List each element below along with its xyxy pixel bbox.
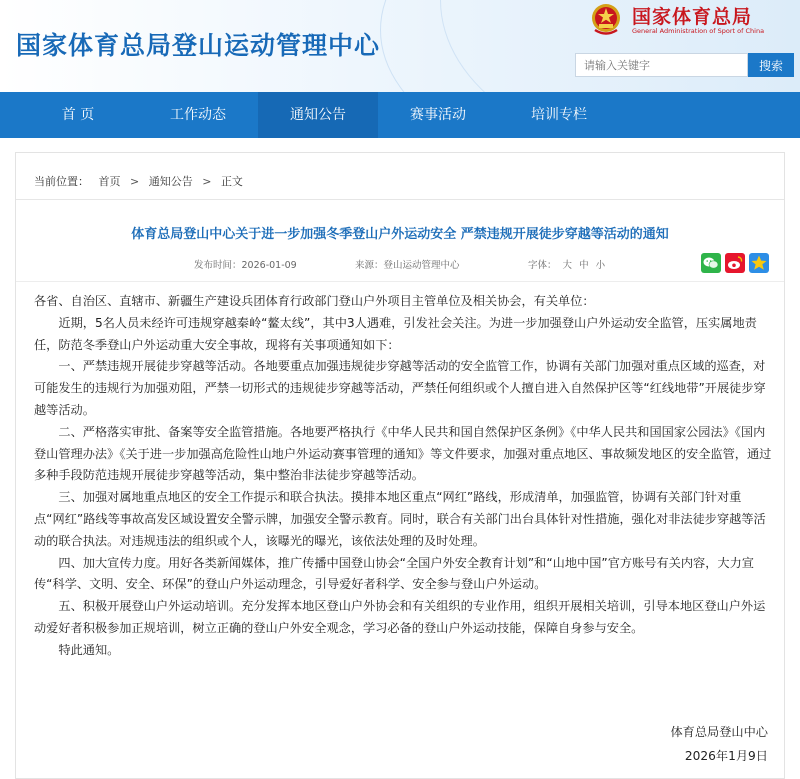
national-emblem-icon[interactable]: [590, 3, 622, 37]
article-paragraph: 一、严禁违规开展徒步穿越等活动。各地要重点加强违规徒步穿越等活动的安全监管工作，协调有关部门加强对重点区域的巡查，对可能发生的违规行为加强劝阻，严禁一切形式的违规徒步穿越等活动，严禁任何组织或个人擅自进入自然保护区等“红线地带”开展徒步穿越等活动。: [34, 359, 766, 417]
breadcrumb-separator: >: [130, 175, 140, 188]
site-header: [0, 0, 800, 92]
font-size-small[interactable]: 小: [595, 260, 606, 271]
logo-subtitle: General Administration of Sport of China: [632, 27, 765, 35]
weibo-icon[interactable]: [725, 253, 745, 273]
article-paragraph: 三、加强对属地重点地区的安全工作提示和联合执法。摸排本地区重点“网红”路线，形成清单，加强监管，协调有关部门针对重点“网红”路线等事故高发区域设置安全警示牌，加强安全警示教育。同时，联合有关部门出台具体针对性措施，强化对非法徒步穿越等活动的联合执法。对违规违法的组织或个人，该曝光的曝光，该依法处理的及时处理。: [34, 490, 766, 548]
article-salutation: 各省、自治区、直辖市、新疆生产建设兵团体育行政部门登山户外项目主管单位及相关协会，有关单位：: [34, 294, 595, 308]
font-label: 字体：: [528, 260, 557, 271]
font-size-medium[interactable]: 中: [579, 260, 589, 271]
source-label: 来源：: [355, 260, 384, 271]
article-paragraph: 二、严格落实审批、备案等安全监管措施。各地要严格执行《中华人民共和国自然保护区条例》《中华人民共和国国家公园法》《国内登山管理办法》《关于进一步加强高危险性山地户外运动赛事管理的通知》等文件要求，加强对重点地区、事故频发地区的安全监管，通过多种手段防范违规开展徒步穿越等活动，集中整治非法徒步穿越等活动。: [34, 424, 772, 483]
publish-date-value: 2026-01-09: [241, 260, 297, 271]
breadcrumb-prefix: 当前位置：: [34, 175, 89, 188]
nav-item-notices[interactable]: 通知公告: [258, 92, 378, 138]
divider: [16, 281, 784, 282]
article-source: [355, 257, 460, 271]
publish-date: [194, 257, 297, 271]
divider: [16, 199, 784, 200]
breadcrumb-item-notices[interactable]: 通知公告: [148, 175, 193, 188]
publish-label: 发布时间：: [194, 260, 242, 271]
article-paragraph: 特此通知。: [58, 642, 120, 657]
wechat-icon[interactable]: [701, 253, 721, 273]
nav-item-home[interactable]: 首 页: [61, 107, 95, 123]
search-input[interactable]: [575, 53, 748, 77]
nav-item-events[interactable]: 赛事活动: [410, 107, 466, 123]
breadcrumb: [34, 173, 249, 189]
article-sign-date: 2026年1月9日: [684, 749, 768, 763]
article-title: 体育总局登山中心关于进一步加强冬季登山户外运动安全 严禁违规开展徒步穿越等活动的通知: [131, 227, 669, 242]
article-body: [34, 291, 772, 662]
source-value: 登山运动管理中心: [383, 260, 460, 271]
article-paragraph: 五、积极开展登山户外运动培训。充分发挥本地区登山户外协会和有关组织的专业作用，组织开展相关培训，引导本地区登山户外运动爱好者积极参加正规培训，树立正确的登山户外安全观念，学习必备的登山户外运动技能，保障自身参与安全。: [34, 599, 766, 635]
article-container: [15, 152, 785, 779]
nav-item-training[interactable]: 培训专栏: [531, 107, 587, 123]
font-size-large[interactable]: 大: [562, 260, 573, 271]
search-button[interactable]: 搜索: [748, 53, 794, 77]
breadcrumb-item-home[interactable]: 首页: [98, 175, 121, 188]
nav-item-work-news[interactable]: 工作动态: [170, 107, 226, 123]
breadcrumb-item-current: 正文: [220, 175, 243, 188]
qzone-icon[interactable]: [749, 253, 769, 273]
breadcrumb-separator: >: [202, 175, 212, 188]
font-size-controls: [528, 257, 605, 271]
article-signature: 体育总局登山中心: [670, 725, 768, 739]
site-title[interactable]: 国家体育总局登山运动管理中心: [16, 31, 381, 60]
article-paragraph: 四、加大宣传力度。用好各类新闻媒体，推广传播中国登山协会“全国户外安全教育计划”和“山地中国”官方账号有关内容，大力宣传“科学、文明、安全、环保”的登山户外运动理念，引导爱好者科学、安全参与登山户外运动。: [34, 555, 754, 592]
logo-text[interactable]: 国家体育总局: [632, 6, 753, 28]
main-nav: [0, 92, 800, 138]
article-paragraph: 近期，5名人员未经许可违规穿越秦岭“鳌太线”，其中3人遇难，引发社会关注。为进一步加强登山户外运动安全监管，压实属地责任，防范冬季登山户外运动重大安全事故，现将有关事项通知如下：: [34, 315, 757, 352]
